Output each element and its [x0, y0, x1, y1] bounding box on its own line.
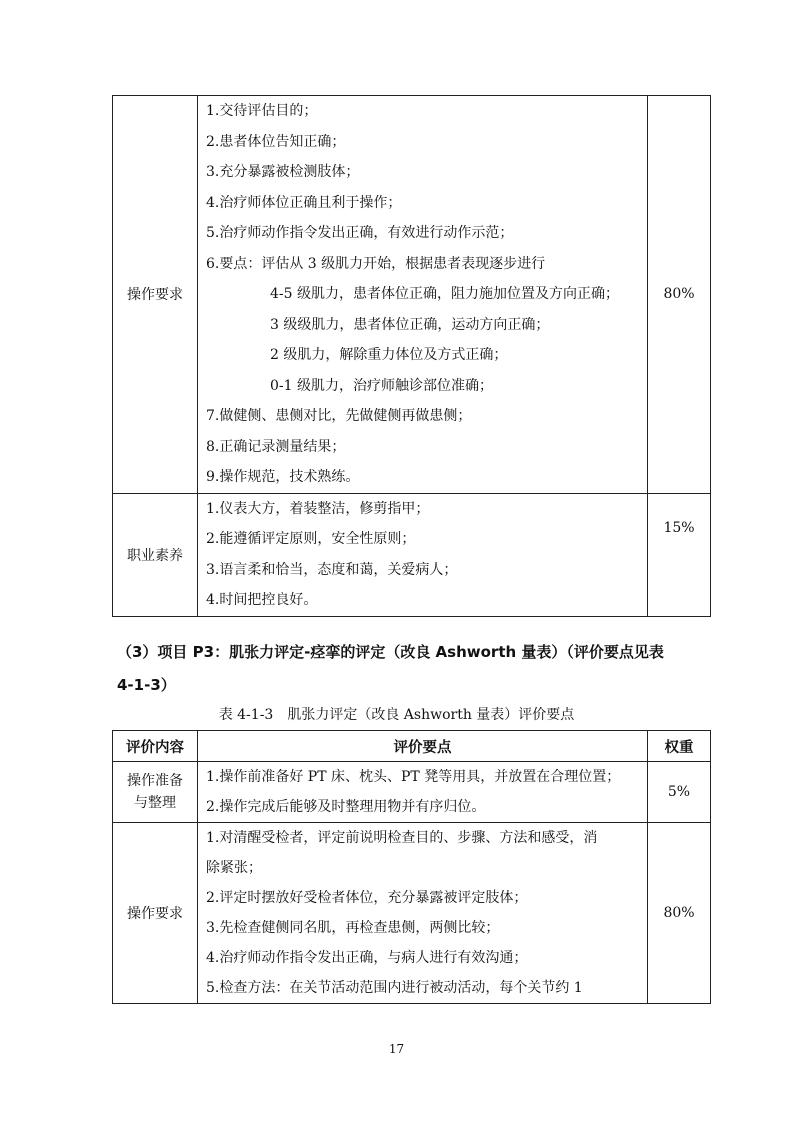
list-item: 2.能遵循评定原则，安全性原则；	[206, 531, 416, 547]
list-item: 4.治疗师体位正确且利于操作；	[206, 194, 402, 211]
list-item: 除紧张；	[206, 860, 262, 876]
sub-list-item: 0-1 级肌力，治疗师触诊部位准确；	[270, 377, 493, 394]
weight-cell: 5%	[648, 762, 711, 823]
points-cell	[198, 493, 648, 616]
criteria-cell	[113, 762, 198, 823]
list-item: 9.操作规范，技术熟练。	[206, 469, 360, 485]
list-item: 1.操作前准备好 PT 床、枕头、PT 凳等用具，并放置在合理位置；	[206, 769, 621, 785]
section-heading: （3）项目 P3：肌张力评定-痉挛的评定（改良 Ashworth 量表）（评价要点见表	[117, 643, 664, 661]
list-item: 2.评定时摆放好受检者体位，充分暴露被评定肢体；	[206, 890, 528, 906]
section-heading-continued: 4-1-3）	[117, 676, 176, 694]
list-item: 2.患者体位告知正确；	[206, 133, 346, 150]
table-row	[113, 823, 711, 1004]
table-row	[113, 762, 711, 823]
list-item: 1.仪表大方，着装整洁，修剪指甲；	[206, 500, 430, 517]
points-cell	[198, 823, 648, 1004]
list-item: 1.交待评估目的；	[206, 103, 318, 119]
page-number: 17	[388, 1042, 405, 1056]
weight-cell: 15%	[648, 493, 711, 616]
criteria-cell: 操作要求	[113, 823, 198, 1004]
sub-list-item: 4-5 级肌力，患者体位正确，阻力施加位置及方向正确；	[270, 286, 619, 302]
evaluation-table-continued	[112, 95, 711, 617]
list-item: 5.治疗师动作指令发出正确，有效进行动作示范；	[206, 225, 514, 241]
criteria-cell: 操作要求	[113, 96, 198, 494]
points-cell	[198, 96, 648, 494]
list-item: 1.对清醒受检者，评定前说明检查目的、步骤、方法和感受，消	[206, 830, 598, 846]
table-row	[113, 493, 711, 616]
list-item: 4.治疗师动作指令发出正确，与病人进行有效沟通；	[206, 950, 528, 966]
header-points: 评价要点	[198, 731, 648, 762]
list-item: 2.操作完成后能够及时整理用物并有序归位。	[206, 799, 486, 815]
list-item: 5.检查方法：在关节活动范围内进行被动活动，每个关节约 1	[206, 980, 583, 996]
table-caption: 表 4-1-3 肌张力评定（改良 Ashworth 量表）评价要点	[218, 707, 575, 723]
header-weight: 权重	[648, 731, 711, 762]
weight-cell: 80%	[648, 823, 711, 1004]
list-item: 3.先检查健侧同名肌，再检查患侧，两侧比较；	[206, 920, 500, 936]
criteria-cell: 职业素养	[113, 493, 198, 616]
criteria-line: 操作准备	[127, 773, 183, 789]
list-item: 7.做健侧、患侧对比，先做健侧再做患侧；	[206, 408, 472, 424]
list-item: 3.充分暴露被检测肢体；	[206, 164, 360, 180]
table-header-row	[113, 731, 711, 762]
weight-cell: 80%	[648, 96, 711, 494]
ashworth-evaluation-table	[112, 730, 711, 1004]
criteria-line: 与整理	[134, 795, 176, 811]
sub-list-item: 2 级肌力，解除重力体位及方式正确；	[270, 347, 508, 363]
list-item: 8.正确记录测量结果；	[206, 438, 346, 455]
header-criteria: 评价内容	[113, 731, 198, 762]
points-cell	[198, 762, 648, 823]
sub-list-item: 3 级级肌力，患者体位正确，运动方向正确；	[270, 316, 550, 333]
list-item: 6.要点：评估从 3 级肌力开始，根据患者表现逐步进行	[206, 255, 546, 272]
list-item: 3.语言柔和恰当，态度和蔼，关爱病人；	[206, 561, 458, 578]
table-row	[113, 96, 711, 494]
list-item: 4.时间把控良好。	[206, 592, 318, 608]
